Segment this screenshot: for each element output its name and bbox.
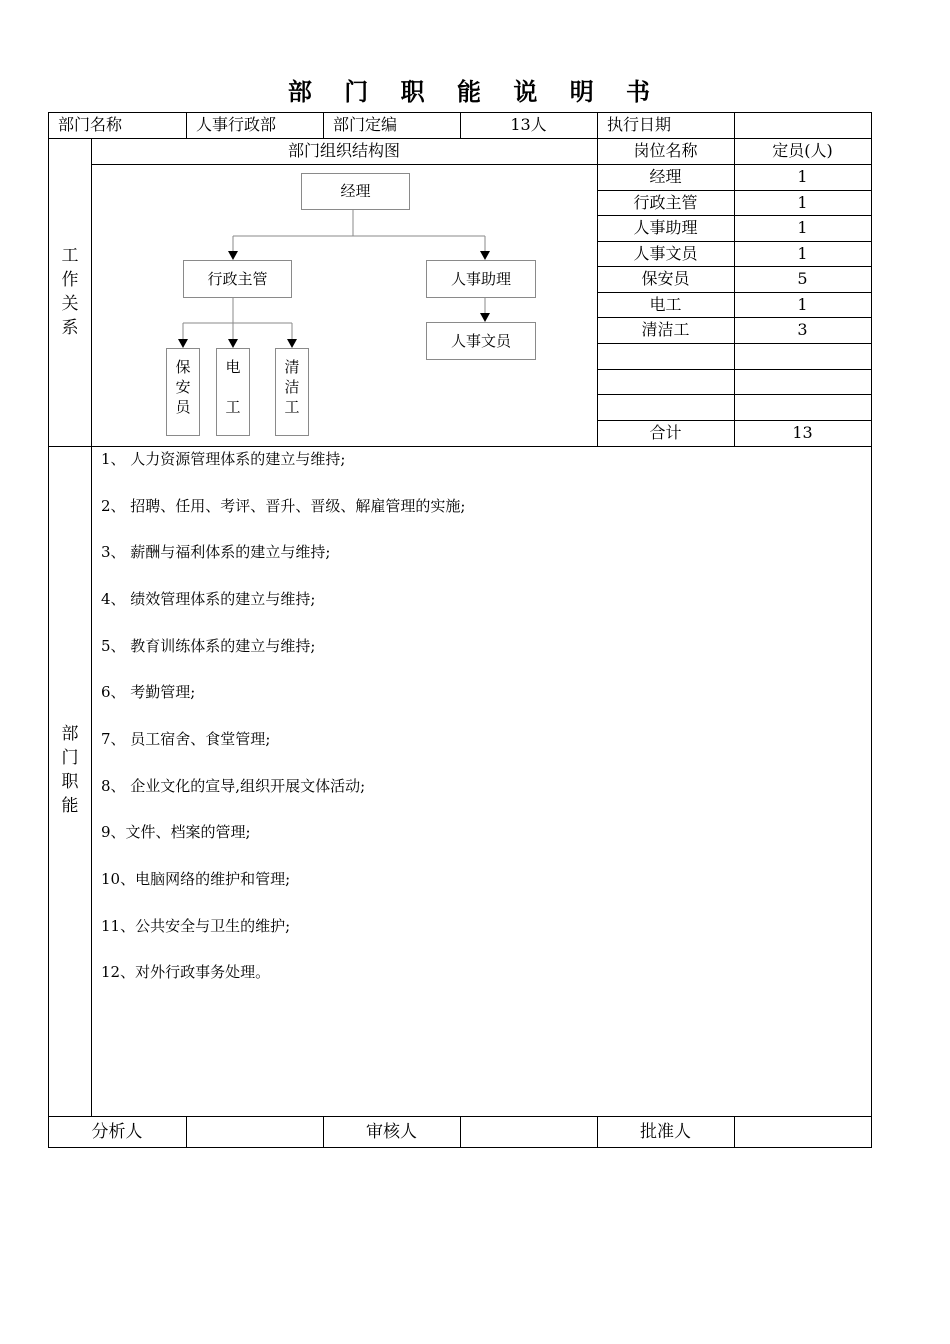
positions-header-count: 定员(人) — [772, 141, 833, 160]
table-row-count: 5 — [797, 269, 808, 288]
list-item: 8、 企业文化的宣导,组织开展文体活动; — [101, 777, 366, 795]
org-node-cleaner: 清 洁 工 — [275, 348, 309, 436]
org-node-electrician: 电 工 — [216, 348, 250, 436]
table-row-count: 1 — [797, 295, 808, 314]
reviewer-label: 审核人 — [366, 1122, 417, 1142]
positions-header-name: 岗位名称 — [633, 141, 698, 160]
work-relation-label: 工 作 关 系 — [61, 246, 79, 338]
list-item: 9、文件、档案的管理; — [101, 823, 251, 841]
quota-value: 13人 — [510, 115, 547, 134]
table-row-name: 人事文员 — [633, 244, 698, 263]
table-row-name: 电工 — [649, 295, 682, 314]
analyst-label: 分析人 — [91, 1122, 143, 1142]
arrow-icon — [480, 313, 490, 322]
approver-label: 批准人 — [640, 1122, 691, 1142]
org-node-security: 保 安 员 — [166, 348, 200, 436]
org-node-hr-clerk: 人事文员 — [426, 322, 536, 360]
table-row-count: 3 — [797, 320, 808, 339]
list-item: 4、 绩效管理体系的建立与维持; — [101, 590, 316, 608]
list-item: 3、 薪酬与福利体系的建立与维持; — [101, 543, 331, 561]
dept-name-value: 人事行政部 — [196, 115, 277, 134]
list-item: 7、 员工宿舍、食堂管理; — [101, 730, 271, 748]
quota-label: 部门定编 — [333, 115, 398, 134]
arrow-icon — [480, 251, 490, 260]
org-chart-title: 部门组织结构图 — [287, 141, 400, 160]
arrow-icon — [287, 339, 297, 348]
list-item: 1、 人力资源管理体系的建立与维持; — [101, 450, 346, 468]
arrow-icon — [228, 251, 238, 260]
org-node-hr-assistant: 人事助理 — [426, 260, 536, 298]
table-row-name: 清洁工 — [641, 320, 690, 339]
functions-label: 部 门 职 能 — [61, 724, 79, 816]
table-row-count: 1 — [797, 218, 808, 237]
org-node-manager: 经理 — [301, 173, 410, 210]
list-item: 5、 教育训练体系的建立与维持; — [101, 637, 316, 655]
table-row-count: 1 — [797, 193, 808, 212]
total-label: 合计 — [649, 423, 682, 442]
table-row-count: 1 — [797, 244, 808, 263]
total-value: 13 — [792, 423, 813, 442]
list-item: 11、公共安全与卫生的维护; — [101, 917, 291, 935]
list-item: 6、 考勤管理; — [101, 683, 196, 701]
list-item: 2、 招聘、任用、考评、晋升、晋级、解雇管理的实施; — [101, 497, 466, 515]
org-node-admin-supervisor: 行政主管 — [183, 260, 292, 298]
table-row-name: 行政主管 — [633, 193, 698, 212]
arrow-icon — [178, 339, 188, 348]
list-item: 12、对外行政事务处理。 — [101, 963, 271, 981]
list-item: 10、电脑网络的维护和管理; — [101, 870, 291, 888]
table-row-count: 1 — [797, 167, 808, 186]
arrow-icon — [228, 339, 238, 348]
page-title: 部 门 职 能 说 明 书 — [287, 78, 663, 106]
dept-name-label: 部门名称 — [58, 115, 123, 134]
table-row-name: 人事助理 — [633, 218, 698, 237]
exec-date-label: 执行日期 — [607, 115, 672, 134]
table-row-name: 经理 — [649, 167, 682, 186]
table-row-name: 保安员 — [641, 269, 690, 288]
